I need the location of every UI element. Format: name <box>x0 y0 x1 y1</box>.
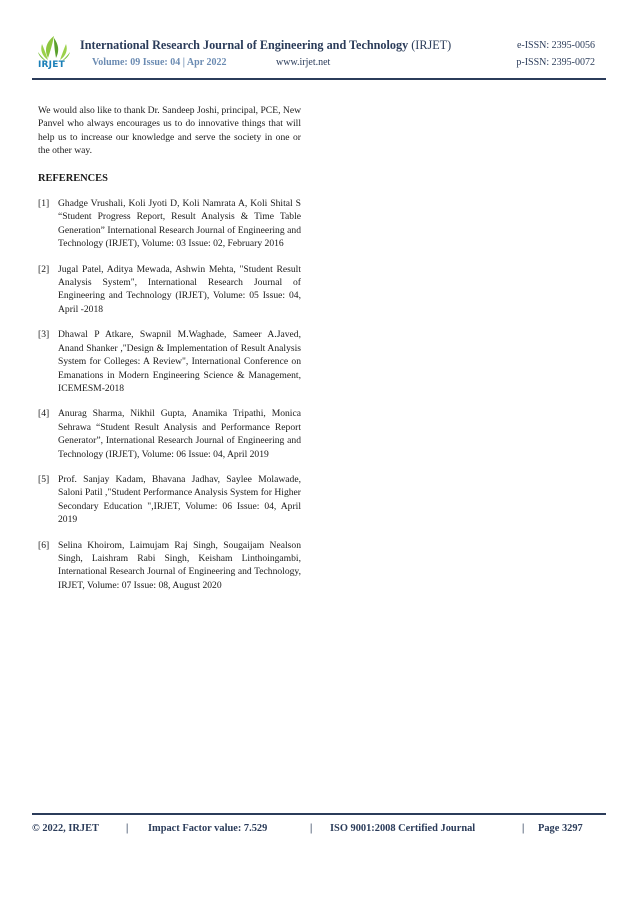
logo-text: IRJET <box>38 60 65 70</box>
volume-issue: Volume: 09 Issue: 04 | Apr 2022 <box>92 57 227 68</box>
reference-item <box>38 539 301 593</box>
reference-number: [4] <box>38 408 50 420</box>
reference-number: [3] <box>38 329 50 341</box>
reference-item <box>38 197 301 251</box>
footer-separator: | <box>522 823 525 834</box>
acknowledgement-paragraph: We would also like to thank Dr. Sandeep Joshi, principal, PCE, New Panvel who always encourages us to do innovative things that will help us to increase our knowledge and serve the society in one or the other way. <box>38 105 301 157</box>
references-heading: REFERENCES <box>38 172 108 184</box>
reference-text: Dhawal P Atkare, Swapnil M.Waghade, Sameer A.Javed, Anand Shanker ,"Design & Implementation of Result Analysis System for Colleges: A Review", International Conference on Emanations in Modern Engineering Science & Management, ICEMESM-2018 <box>58 329 301 394</box>
reference-number: [2] <box>38 263 50 275</box>
journal-title-text: International Research Journal of Engineering and Technology <box>80 38 409 52</box>
reference-text: Prof. Sanjay Kadam, Bhavana Jadhav, Saylee Molawade, Saloni Patil ,"Student Performance Analysis System for Higher Secondary Education ",IRJET, Volume: 06 Issue: 04, April 2019 <box>58 473 301 526</box>
reference-item <box>38 407 301 461</box>
footer-iso: ISO 9001:2008 Certified Journal <box>330 823 476 834</box>
reference-item <box>38 473 301 527</box>
reference-text: Anurag Sharma, Nikhil Gupta, Anamika Tripathi, Monica Sehrawa “Student Result Analysis and Performance Report Generator”, International Research Journal of Engineering and Technology (IRJET), Volume: 06 Issue: 04, April 2019 <box>58 408 301 460</box>
reference-number: [6] <box>38 539 50 551</box>
footer-separator: | <box>126 823 129 834</box>
footer-page-number: Page 3297 <box>538 823 583 834</box>
footer-separator: | <box>310 823 313 834</box>
eissn: e-ISSN: 2395-0056 <box>516 40 595 51</box>
journal-title <box>80 38 451 53</box>
footer-copyright: © 2022, IRJET <box>32 823 99 834</box>
footer-divider <box>32 813 606 815</box>
reference-item <box>38 263 301 317</box>
website-link[interactable]: www.irjet.net <box>276 57 331 68</box>
reference-text: Selina Khoirom, Laimujam Raj Singh, Sougaijam Nealson Singh, Laishram Rabi Singh, Keisham Linthoingambi, International Research Journal of Engineering and Technology, IRJET, Volume: 07 Issue: 08, August 2020 <box>58 539 301 591</box>
reference-number: [5] <box>38 473 50 485</box>
reference-item <box>38 328 301 395</box>
footer-impact-factor: Impact Factor value: 7.529 <box>148 823 268 834</box>
reference-number: [1] <box>38 198 50 210</box>
pissn: p-ISSN: 2395-0072 <box>516 57 595 68</box>
header-divider <box>32 78 606 80</box>
reference-text: Jugal Patel, Aditya Mewada, Ashwin Mehta, "Student Result Analysis System", International Research Journal of Engineering and Technology (IRJET), Volume: 05 Issue: 04, April -2018 <box>58 263 301 315</box>
main-column <box>38 104 301 604</box>
journal-abbr: (IRJET) <box>411 38 452 52</box>
reference-text: Ghadge Vrushali, Koli Jyoti D, Koli Namrata A, Koli Shital S “Student Progress Report, Result Analysis & Time Table Generation” International Research Journal of Engineering and Technology (IRJET), Volume: 03 Issue: 02, February 2016 <box>58 198 301 250</box>
page-header <box>0 0 638 80</box>
